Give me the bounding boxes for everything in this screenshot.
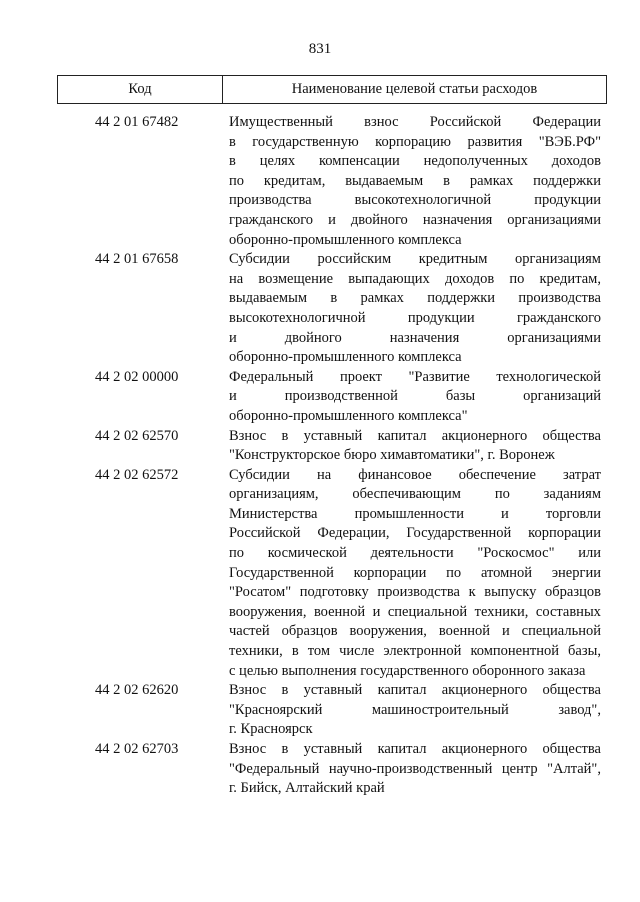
description-line: Субсидии российским кредитным организациям (229, 251, 601, 268)
table-row (0, 113, 640, 250)
description-line: в государственную корпорацию развития "ВЭБ.РФ" (229, 133, 601, 150)
description-line: техники, в том числе электронной компонентной базы, (229, 643, 601, 660)
row-code: 44 2 02 62703 (95, 741, 179, 757)
row-description (229, 368, 601, 427)
description-line: оборонно-промышленного комплекса (229, 349, 462, 366)
description-line: "Росатом" подготовку производства к выпуску образцов (229, 584, 601, 601)
description-line: оборонно-промышленного комплекса (229, 231, 462, 248)
table-row (0, 427, 640, 466)
description-line: на возмещение выпадающих доходов по кредитам, (229, 270, 601, 287)
description-line: производства высокотехнологичной продукции (229, 192, 601, 209)
description-line: Взнос в уставный капитал акционерного общества (229, 741, 601, 757)
description-line: организациям, обеспечивающим по заданиям (229, 486, 601, 503)
column-header-name: Наименование целевой статьи расходов (291, 81, 538, 97)
row-description (229, 740, 601, 799)
table-row (0, 368, 640, 427)
table-header (57, 75, 607, 104)
row-code: 44 2 01 67658 (95, 251, 179, 268)
table-row (0, 740, 640, 799)
description-line: по космической деятельности "Роскосмос" или (229, 545, 601, 562)
description-line: Субсидии на финансовое обеспечение затрат (229, 466, 601, 483)
description-line: высокотехнологичной продукции гражданского (229, 309, 601, 326)
row-code: 44 2 01 67482 (95, 114, 179, 130)
description-line: по кредитам, выдаваемым в рамках поддержки (229, 172, 601, 189)
description-line: и двойного назначения организациями (229, 329, 601, 346)
description-line: Федеральный проект "Развитие технологической (229, 368, 601, 385)
row-description (229, 113, 601, 250)
description-line: в целях компенсации недополученных доходов (229, 153, 601, 170)
description-line: и производственной базы организаций (229, 388, 601, 405)
row-code: 44 2 02 62570 (95, 427, 179, 444)
row-code: 44 2 02 00000 (95, 368, 179, 385)
description-line: вооружения, военной и специальной техники, составных (229, 603, 601, 620)
description-line: оборонно-промышленного комплекса" (229, 407, 468, 424)
description-line: Министерства промышленности и торговли (229, 505, 601, 522)
row-description (229, 250, 601, 368)
row-code: 44 2 02 62572 (95, 466, 179, 483)
description-line: Российской Федерации, Государственной корпорации (229, 525, 601, 542)
description-line: гражданского и двойного назначения организациями (229, 211, 601, 228)
column-header-code: Код (58, 76, 223, 103)
description-line: Государственной корпорации по атомной энергии (229, 564, 601, 581)
table-row (0, 466, 640, 682)
description-line: выдаваемым в рамках поддержки производства (229, 290, 601, 307)
description-line: частей образцов вооружения, военной и специальной (229, 623, 601, 640)
row-code: 44 2 02 62620 (95, 682, 179, 699)
table-body (0, 113, 640, 799)
row-description (229, 427, 601, 466)
page-number: 831 (308, 41, 332, 57)
description-line: Взнос в уставный капитал акционерного общества (229, 427, 601, 444)
description-line: "Красноярский машиностроительный завод", (229, 701, 601, 718)
row-description (229, 681, 601, 740)
description-line: "Конструкторское бюро химавтоматики", г. Воронеж (229, 447, 555, 464)
table-row (0, 250, 640, 368)
description-line: с целью выполнения государственного оборонного заказа (229, 662, 586, 679)
table-row (0, 681, 640, 740)
description-line: "Федеральный научно-производственный центр "Алтай", (229, 760, 601, 777)
description-line: г. Красноярск (229, 721, 313, 738)
description-line: г. Бийск, Алтайский край (229, 780, 385, 797)
row-description (229, 466, 601, 682)
description-line: Взнос в уставный капитал акционерного общества (229, 682, 601, 699)
description-line: Имущественный взнос Российской Федерации (229, 114, 601, 130)
